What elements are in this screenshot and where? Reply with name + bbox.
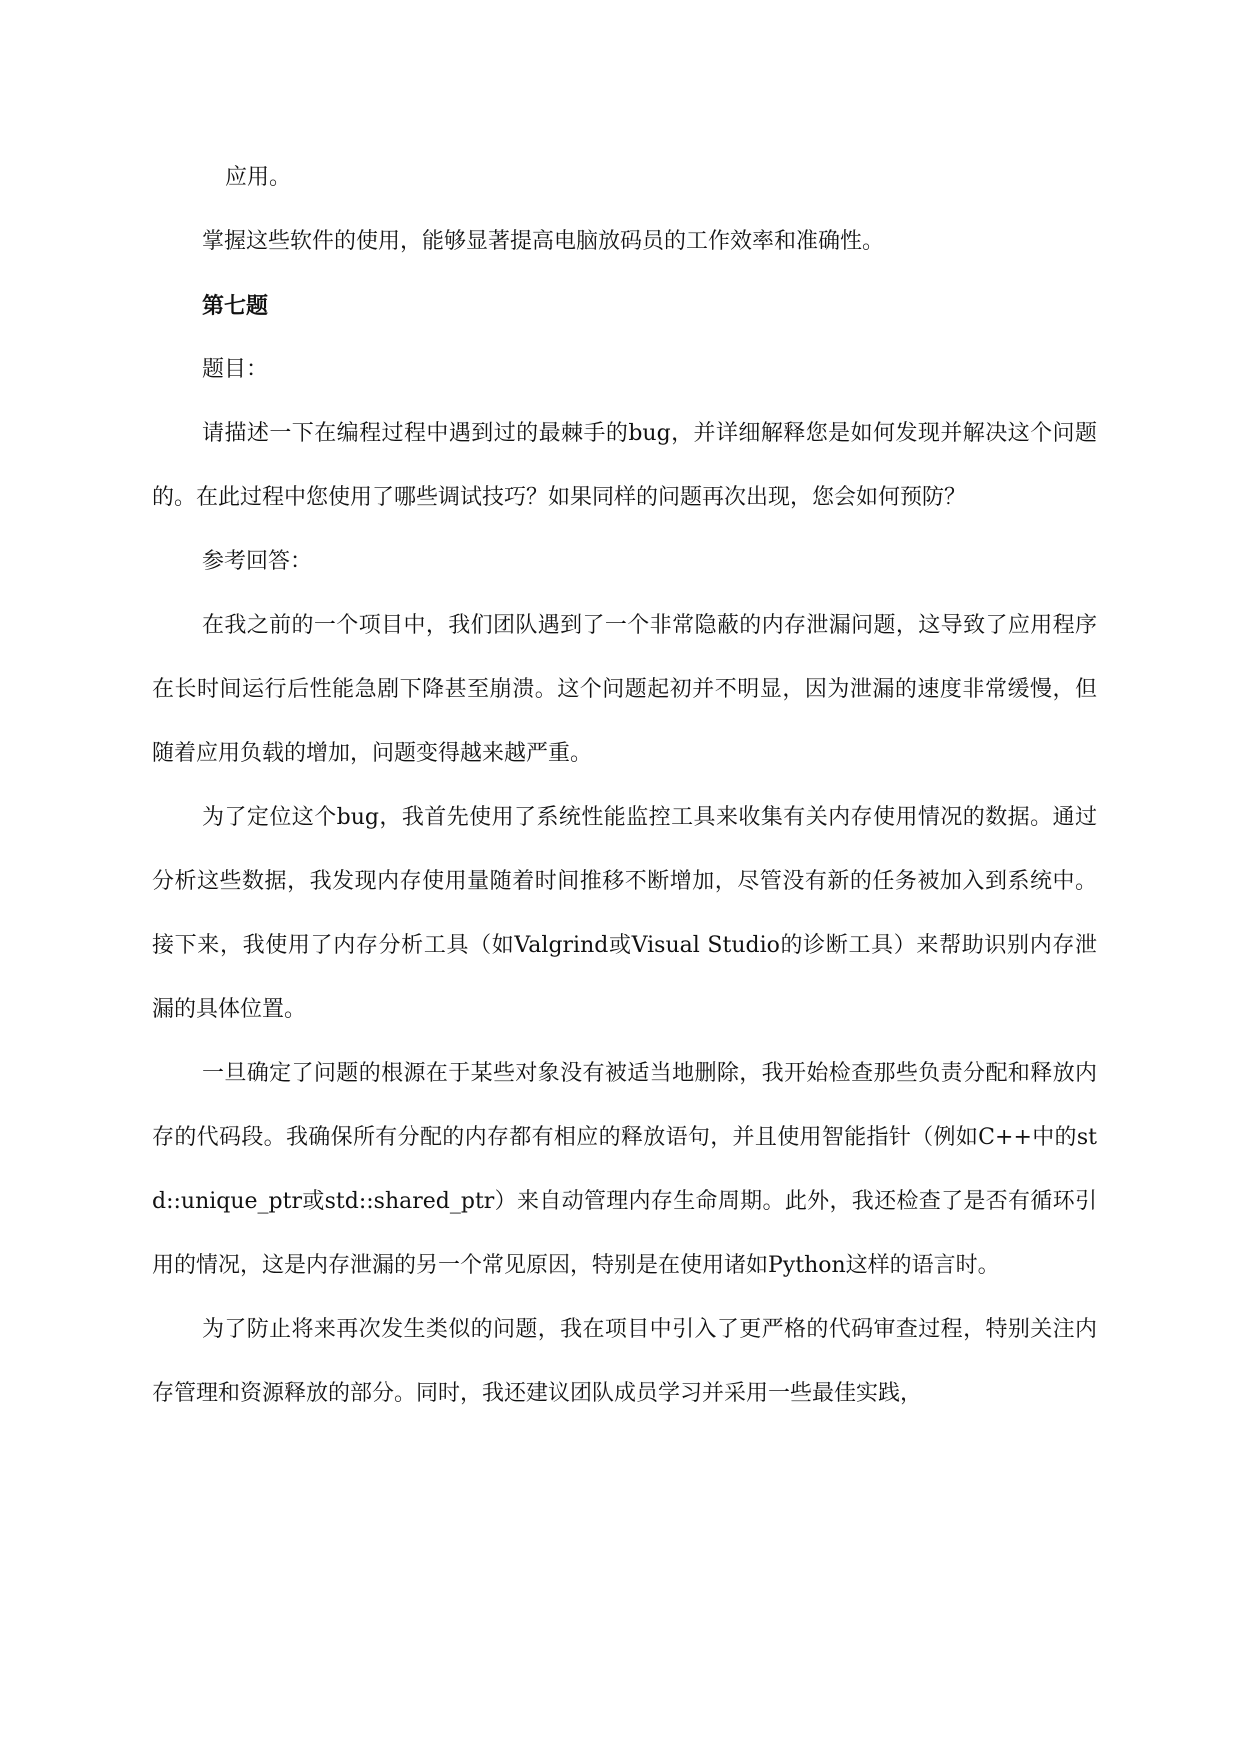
section-heading: 第七题: [202, 293, 269, 319]
document-body: [152, 146, 1097, 1426]
answer-paragraph: 在我之前的一个项目中，我们团队遇到了一个非常隐蔽的内存泄漏问题，这导致了应用程序在长时间运行后性能急剧下降甚至崩溃。这个问题起初并不明显，因为泄漏的速度非常缓慢，但随着应用负载的增加，问题变得越来越严重。: [152, 613, 1097, 766]
answer-paragraph: 一旦确定了问题的根源在于某些对象没有被适当地删除，我开始检查那些负责分配和释放内存的代码段。我确保所有分配的内存都有相应的释放语句，并且使用智能指针（例如C++中的std::unique_ptr或std::shared_ptr）来自动管理内存生命周期。此外，我还检查了是否有循环引用的情况，这是内存泄漏的另一个常见原因，特别是在使用诸如Python这样的语言时。: [152, 1061, 1097, 1278]
answer-label: 参考回答：: [202, 549, 313, 574]
question-label: 题目：: [202, 357, 269, 382]
paragraph-continuation: 应用。: [225, 165, 292, 190]
paragraph-summary: 掌握这些软件的使用，能够显著提高电脑放码员的工作效率和准确性。: [202, 229, 885, 254]
question-text: 请描述一下在编程过程中遇到过的最棘手的bug，并详细解释您是如何发现并解决这个问题的。在此过程中您使用了哪些调试技巧？如果同样的问题再次出现，您会如何预防？: [152, 421, 1097, 510]
answer-paragraph: 为了防止将来再次发生类似的问题，我在项目中引入了更严格的代码审查过程，特别关注内存管理和资源释放的部分。同时，我还建议团队成员学习并采用一些最佳实践，: [152, 1317, 1097, 1406]
answer-paragraph: 为了定位这个bug，我首先使用了系统性能监控工具来收集有关内存使用情况的数据。通过分析这些数据，我发现内存使用量随着时间推移不断增加，尽管没有新的任务被加入到系统中。接下来，我使用了内存分析工具（如Valgrind或Visual Studio的诊断工具）来帮助识别内存泄漏的具体位置。: [152, 805, 1097, 1022]
